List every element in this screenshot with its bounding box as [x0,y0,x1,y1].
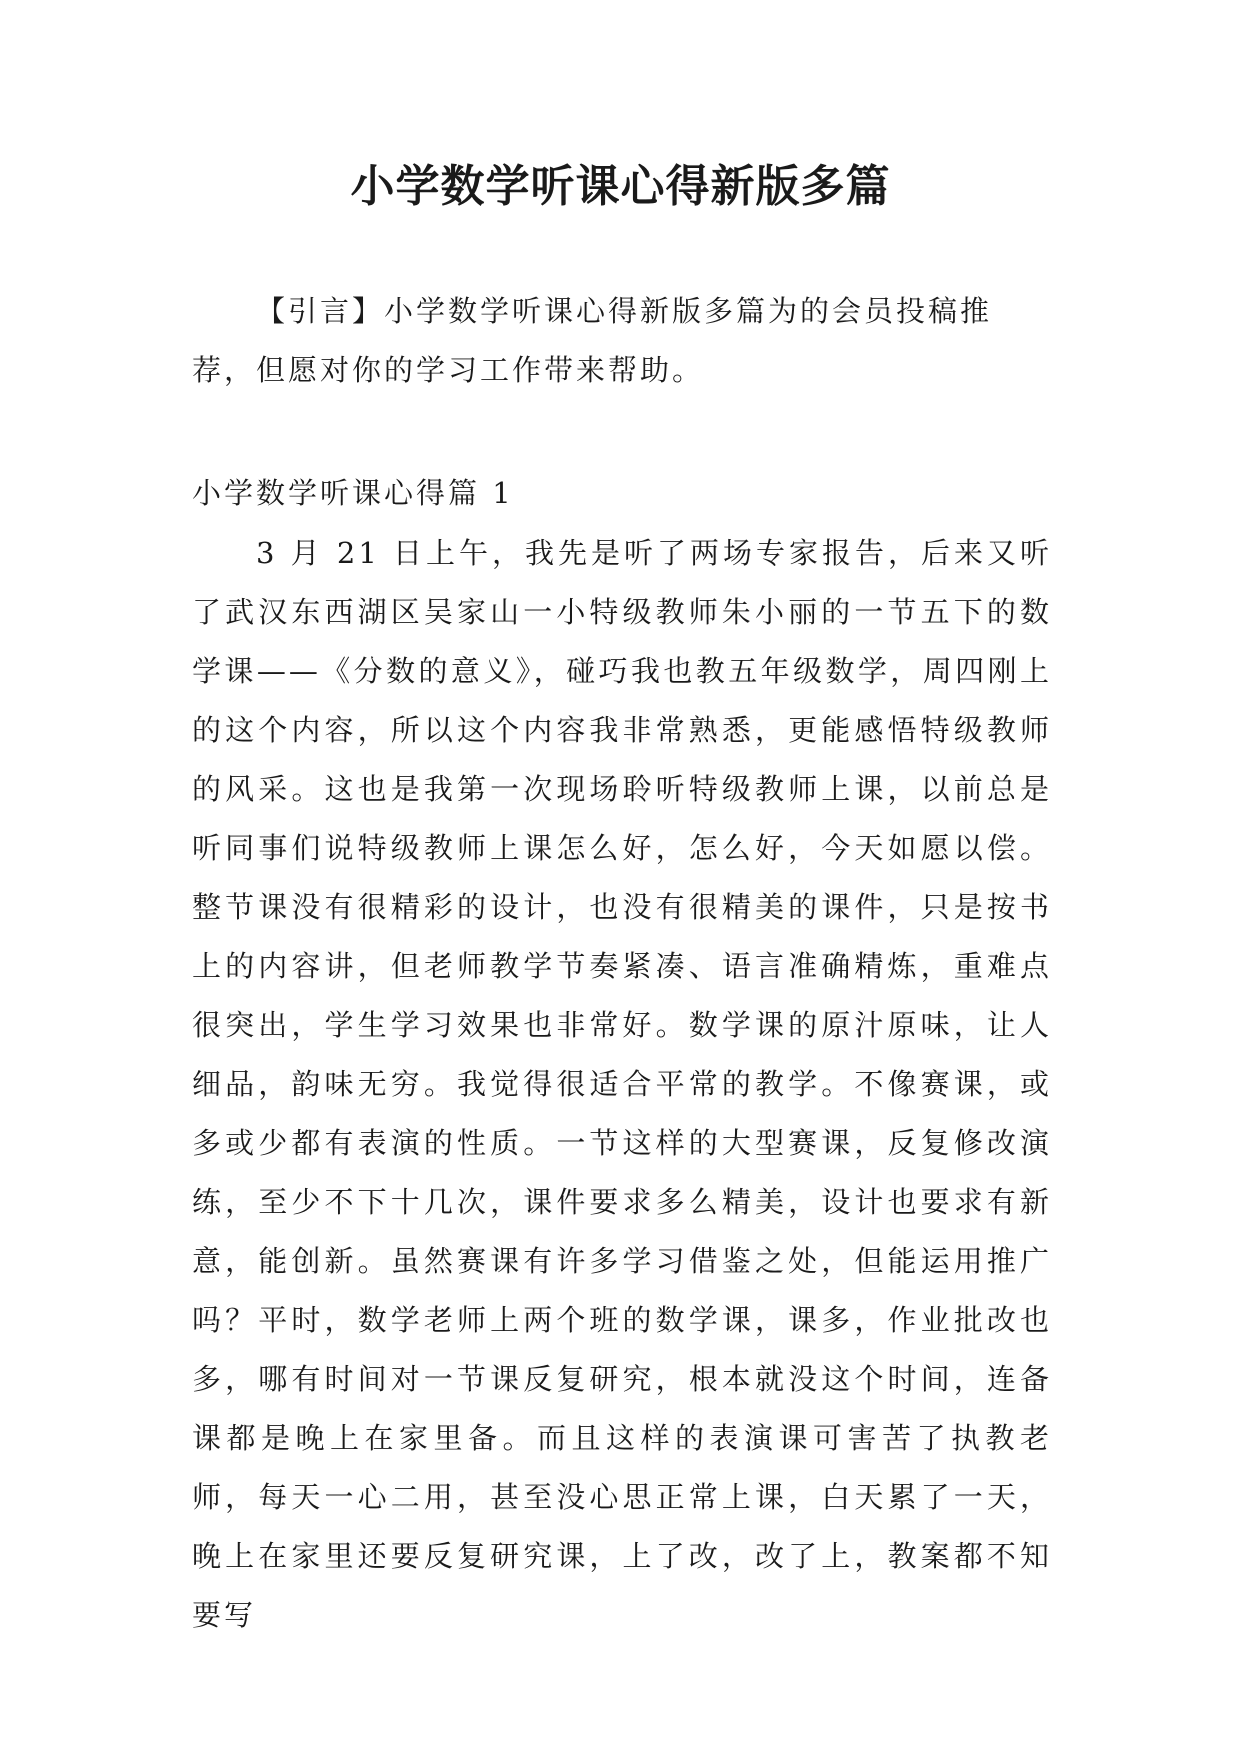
article-body [192,524,1052,1632]
intro-block [192,282,1052,400]
intro-paragraph: 【引言】小学数学听课心得新版多篇为的会员投稿推荐，但愿对你的学习工作带来帮助。 [192,294,993,387]
body-paragraph: 3 月 21 日上午，我先是听了两场专家报告，后来又听了武汉东西湖区吴家山一小特级教师朱小丽的一节五下的数学课——《分数的意义》，碰巧我也教五年级数学，周四刚上的这个内容，所以这个内容我非常熟悉，更能感悟特级教师的风采。这也是我第一次现场聆听特级教师上课，以前总是听同事们说特级教师上课怎么好，怎么好，今天如愿以偿。整节课没有很精彩的设计，也没有很精美的课件，只是按书上的内容讲，但老师教学节奏紧凑、语言准确精炼，重难点很突出，学生学习效果也非常好。数学课的原汁原味，让人细品，韵味无穷。我觉得很适合平常的教学。不像赛课，或多或少都有表演的性质。一节这样的大型赛课，反复修改演练，至少不下十几次，课件要求多么精美，设计也要求有新意，能创新。虽然赛课有许多学习借鉴之处，但能运用推广吗？平时，数学老师上两个班的数学课，课多，作业批改也多，哪有时间对一节课反复研究，根本就没这个时间，连备课都是晚上在家里备。而且这样的表演课可害苦了执教老师，每天一心二用，甚至没心思正常上课，白天累了一天，晚上在家里还要反复研究课，上了改，改了上，教案都不知要写 [192,536,1052,1632]
section-heading: 小学数学听课心得篇 1 [192,476,514,510]
document-title: 小学数学听课心得新版多篇 [350,161,891,212]
